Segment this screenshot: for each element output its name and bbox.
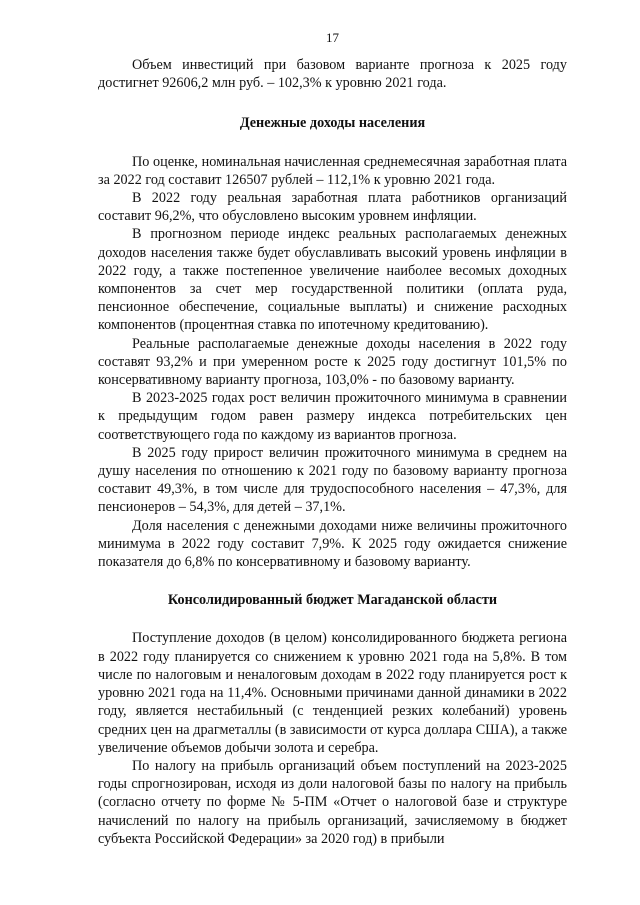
income-paragraph: В 2023-2025 годах рост величин прожиточного минимума в сравнении к предыдущим годом равен размеру индекса потребительских цен соответствующего года по каждому из вариантов прогноза. xyxy=(98,390,567,443)
page-number: 17 xyxy=(326,30,339,45)
income-paragraph: В 2025 году прирост величин прожиточного минимума в среднем на душу населения по отношению к 2021 году по базовому варианту прогноза составит 49,3%, в том числе для трудоспособного населения – 47,3%, для пенсионеров – 54,3%, для детей – 37,1%. xyxy=(98,444,567,516)
income-paragraph: Доля населения с денежными доходами ниже величины прожиточного минимума в 2022 году составит 7,9%. К 2025 году ожидается снижение показателя до 6,8% по консервативному и базовому варианту. xyxy=(98,517,567,571)
section-heading-income: Денежные доходы населения xyxy=(239,115,426,132)
budget-paragraph: По налогу на прибыль организаций объем поступлений на 2023-2025 годы спрогнозирован, исходя из доли налоговой базы по налогу на прибыль (согласно отчету по форме № 5-ПМ «Отчет о налоговой базе и структуре начислений по налогу на прибыль организаций, зачисляемому в бюджет субъекта Российской Федерации» за 2020 год) в прибыли xyxy=(98,757,567,847)
income-paragraph: В 2022 году реальная заработная плата работников организаций составит 96,2%, что обусловлено высоким уровнем инфляции. xyxy=(98,190,567,225)
income-paragraph: Реальные располагаемые денежные доходы населения в 2022 году составят 93,2% и при умеренном росте к 2025 году достигнут 101,5% по консервативному варианту прогноза, 103,0% - по базовому варианту. xyxy=(98,335,567,389)
income-paragraph: В прогнозном периоде индекс реальных располагаемых денежных доходов населения также будет обуславливать высокий уровень инфляции в 2022 году, а также постепенное увеличение наиболее весомых доходных компонентов за счет мер государственной политики (оплата руда, пенсионное обеспечение, социальные выплаты) и снижение расходных компонентов (процентная ставка по ипотечному кредитованию). xyxy=(98,226,567,334)
budget-paragraph: Поступление доходов (в целом) консолидированного бюджета региона в 2022 году планируется со снижением к уровню 2021 года на 5,8%. В том числе по налоговым и неналоговым доходам в 2022 году планируется рост к уровню 2021 года на 11,4%. Основными причинами данной динамики в 2022 году, является нестабильный (с тенденцией резких колебаний) уровень средних цен на драгметаллы (в зависимости от курса доллара США), а также увеличение объемов добычи золота и серебра. xyxy=(98,630,567,756)
income-paragraph: По оценке, номинальная начисленная среднемесячная заработная плата за 2022 год составит 126507 рублей – 112,1% к уровню 2021 года. xyxy=(98,153,567,188)
intro-paragraph: Объем инвестиций при базовом варианте прогноза к 2025 году достигнет 92606,2 млн руб. – 102,3% к уровню 2021 года. xyxy=(98,57,567,92)
section-heading-budget: Консолидированный бюджет Магаданской области xyxy=(167,592,498,609)
